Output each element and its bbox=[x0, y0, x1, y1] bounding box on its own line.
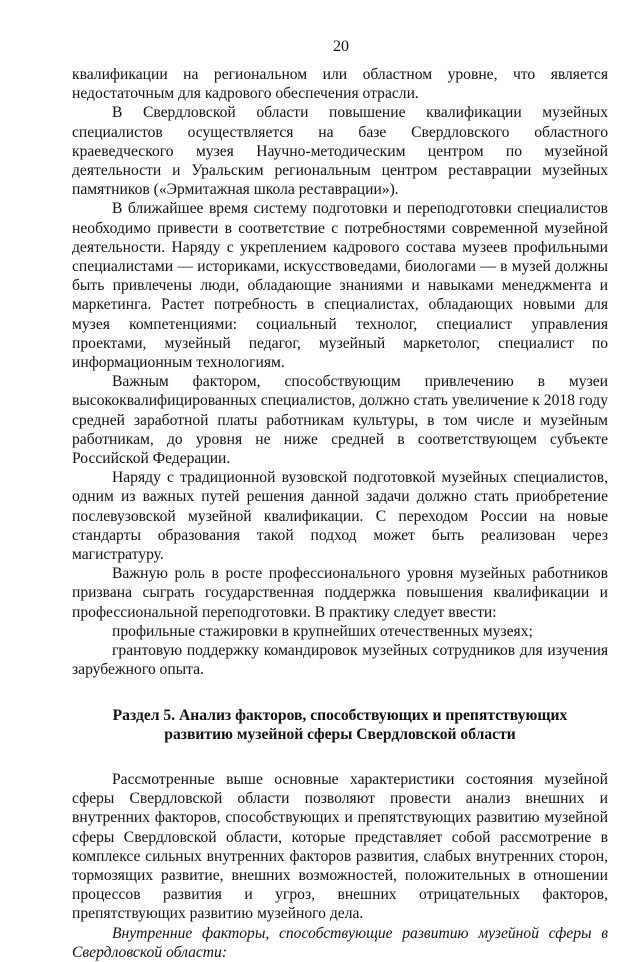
list-item: грантовую поддержку командировок музейных сотрудников для изучения зарубежного опыта. bbox=[72, 642, 608, 679]
section-heading-line: развитию музейной сферы Свердловской области bbox=[164, 725, 516, 743]
paragraph: Рассмотренные выше основные характеристики состояния музейной сферы Свердловской области позволяют провести анализ внешних и внутренних факторов, способствующих и препятствующих развитию музейной сферы Свердловской области, которые представляет собой рассмотрение в комплексе сильных внутренних факторов развития, слабых внутренних сторон, тормозящих развитие, внешних возможностей, положительных в отношении процессов развития и угроз, внешних отрицательных факторов, препятствующих развитию музейного дела. bbox=[72, 770, 608, 923]
paragraph: Наряду с традиционной вузовской подготовкой музейных специалистов, одним из важных путей решения данной задачи должно стать приобретение послевузовской музейной квалификации. С переходом России на новые стандарты образования такой подход может быть реализован через магистратуру. bbox=[72, 469, 608, 564]
section-heading-line: Раздел 5. Анализ факторов, способствующих и препятствующих bbox=[112, 706, 568, 724]
paragraph: В Свердловской области повышение квалификации музейных специалистов осуществляется на базе Свердловского областного краеведческого музея Научно-методическим центром по музейной деятельности и Уральским региональным центром реставрации музейных памятников («Эрмитажная школа реставрации»). bbox=[72, 104, 608, 199]
paragraph: Важную роль в росте профессионального уровня музейных работников призвана сыграть государственная поддержка повышения квалификации и профессиональной переподготовки. В практику следует ввести: bbox=[72, 565, 608, 621]
paragraph-continuation: квалификации на региональном или областном уровне, что является недостаточным для кадрового обеспечения отрасли. bbox=[72, 66, 608, 103]
paragraph: В ближайшее время систему подготовки и переподготовки специалистов необходимо привести в соответствие с потребностями современной музейной деятельности. Наряду с укреплением кадрового состава музеев профильными специалистами — историками, искусствоведами, биологами — в музей должны быть привлечены люди, обладающие знаниями и навыками менеджмента и маркетинга. Растет потребность в специалистах, обладающих новыми для музея компетенциями: социальный технолог, специалист управления проектами, музейный педагог, музейный маркетолог, специалист по информационным технологиям. bbox=[72, 200, 608, 372]
page-number: 20 bbox=[333, 38, 349, 55]
paragraph: Важным фактором, способствующим привлечению в музеи высококвалифицированных специалистов, должно стать увеличение к 2018 году средней заработной платы работникам культуры, в том числе и музейным работникам, до уровня не ниже средней в соответствующем субъекте Российской Федерации. bbox=[72, 373, 608, 468]
italic-subheading: Внутренние факторы, способствующие развитию музейной сферы в Свердловской области: bbox=[72, 924, 608, 961]
section-heading bbox=[72, 706, 608, 744]
list-item: профильные стажировки в крупнейших отечественных музеях; bbox=[112, 622, 533, 640]
